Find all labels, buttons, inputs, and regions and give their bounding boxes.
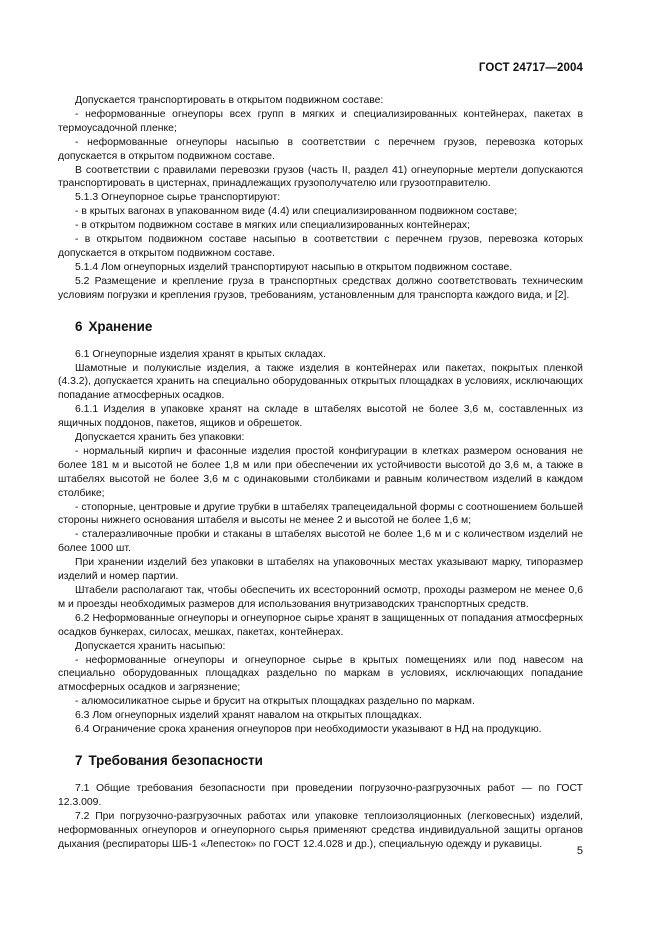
- clause-7-2: 7.2 При погрузочно-разгрузочных работах или упаковке теплоизоляционных (легковесных) изделий, неформованных огнеупоров и огнеупорного сырья применяют средства индивидуальной защиты органов дыхания (респираторы ШБ-1 «Лепесток» по ГОСТ 12.4.028 и др.), специальную одежду и рукавицы.: [58, 810, 583, 850]
- section-title: Хранение: [88, 318, 153, 334]
- clause-7-1: 7.1 Общие требования безопасности при проведении погрузочно-разгрузочных работ — по ГОСТ 12.3.009.: [58, 782, 583, 808]
- clause-6-1-1: 6.1.1 Изделия в упаковке хранят на складе в штабелях высотой не более 3,6 м, составленных из ящичных поддонов, пакетов, ящиков и обрешеток.: [58, 404, 583, 430]
- page-number: 5: [576, 845, 583, 857]
- section-number: 6: [75, 318, 83, 334]
- clause-6-1: 6.1 Огнеупорные изделия хранят в крытых складах.: [75, 348, 326, 360]
- list-item: - нормальный кирпич и фасонные изделия простой конфигурации в клетках размером основания не более 181 м и высотой не более 1,8 м или при обеспечении их устойчивости высотой до 3,6 м, а также в штабелях высотой не более 3,6 м с одинаковыми столбиками и равным количеством изделий в каждом столбике;: [58, 445, 583, 499]
- paragraph: Допускается хранить насыпью:: [75, 640, 226, 652]
- list-item: - стопорные, центровые и другие трубки в штабелях трапецеидальной формы с соотношением большей стороны нижнего основания штабеля и высоты не менее 2 и высотой не более 1,6 м;: [58, 501, 583, 527]
- document-id-header: ГОСТ 24717—2004: [478, 62, 583, 74]
- clause-5-1-3: 5.1.3 Огнеупорное сырье транспортируют:: [75, 192, 281, 204]
- page-content: [58, 94, 583, 852]
- list-item: - алюмосиликатное сырье и брусит на открытых площадках раздельно по маркам.: [75, 696, 475, 708]
- clause-5-1-4: 5.1.4 Лом огнеупорных изделий транспортируют насыпью в открытом подвижном составе.: [75, 261, 513, 273]
- clause-6-2: 6.2 Неформованные огнеупоры и огнеупорное сырье хранят в защищенных от попадания атмосферных осадков бункерах, силосах, мешках, пакетах, контейнерах.: [58, 612, 583, 638]
- section-7-body: [58, 782, 583, 852]
- clause-6-4: 6.4 Ограничение срока хранения огнеупоров при необходимости указывают в НД на продукцию.: [75, 724, 542, 736]
- clause-6-3: 6.3 Лом огнеупорных изделий хранят навалом на открытых площадках.: [75, 710, 422, 722]
- transport-continuation-block: [58, 94, 583, 303]
- section-title: Требования безопасности: [88, 752, 263, 768]
- paragraph: Штабели располагают так, чтобы обеспечить их всесторонний осмотр, проходы размером не менее 0,6 м и проезды необходимых размеров для использования внутризаводских транспортных средств.: [58, 585, 583, 610]
- section-6-body: [58, 348, 583, 737]
- section-number: 7: [75, 752, 83, 768]
- paragraph: Допускается хранить без упаковки:: [75, 432, 245, 444]
- paragraph: В соответствии с правилами перевозки грузов (часть II, раздел 41) огнеупорные мертели допускаются транспортировать в цистернах, принадлежащих грузополучателю или грузоотправителю.: [58, 164, 583, 190]
- list-item: - сталеразливочные пробки и стаканы в штабелях высотой не более 1,6 м и с количеством изделий не более 1000 шт.: [58, 529, 583, 555]
- paragraph: Допускается транспортировать в открытом подвижном составе:: [75, 95, 384, 106]
- paragraph: Шамотные и полукислые изделия, а также изделия в контейнерах или пакетах, покрытых пленкой (4.3.2), допускается хранить на специально оборудованных открытых площадках в условиях, исключающих попадание атмосферных осадков.: [58, 362, 583, 402]
- list-item: - неформованные огнеупоры и огнеупорное сырье в крытых помещениях или под навесом на специально оборудованных площадках раздельно по маркам в условиях, исключающих попадание атмосферных осадков и загрязнение;: [58, 654, 583, 694]
- list-item: - в открытом подвижном составе в мягких или специализированных контейнерах;: [75, 220, 471, 232]
- list-item: - в открытом подвижном составе насыпью в соответствии с перечнем грузов, перевозка которых допускается в открытом подвижном составе.: [58, 234, 583, 259]
- list-item: - неформованные огнеупоры всех групп в мягких и специализированных контейнерах, пакетах в термоусадочной пленке;: [58, 108, 583, 134]
- section-7-heading: [58, 753, 583, 769]
- paragraph: При хранении изделий без упаковки в штабелях на упаковочных местах указывают марку, типоразмер изделий и номер партии.: [58, 557, 583, 583]
- list-item: - неформованные огнеупоры насыпью в соответствии с перечнем грузов, перевозка которых допускается в открытом подвижном составе.: [58, 136, 583, 162]
- section-6-heading: [58, 319, 583, 335]
- list-item: - в крытых вагонах в упакованном виде (4.4) или специализированном подвижном составе;: [75, 206, 518, 218]
- clause-5-2: 5.2 Размещение и крепление груза в транспортных средствах должно соответствовать техническим условиям погрузки и крепления грузов, требованиям, установленным для транспорта каждого вида, и [2].: [58, 275, 583, 301]
